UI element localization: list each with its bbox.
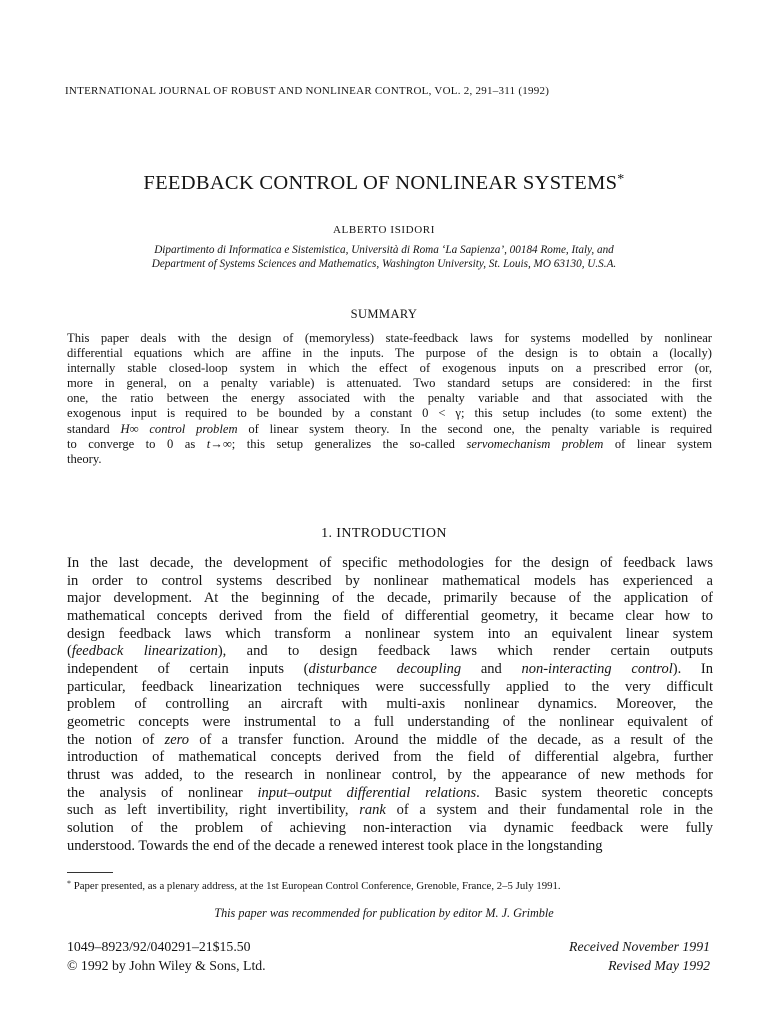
revised-date: Revised May 1992 (608, 958, 710, 973)
summary-line (67, 437, 712, 452)
text-run: internally stable closed-loop system in which the effect of exogenous inputs on a prescribed error (or, (67, 361, 712, 376)
summary-heading: SUMMARY (350, 307, 418, 321)
italic-term: servomechanism problem (466, 436, 604, 451)
title-footnote-mark: * (617, 172, 625, 187)
text-run: geometric concepts were instrumental to a full understanding of the nonlinear equivalent of (67, 713, 713, 730)
text-run: in order to control systems described by nonlinear mathematical models has experienced a (67, 572, 713, 589)
introduction-paragraph (67, 555, 713, 855)
copyright-notice: © 1992 by John Wiley & Sons, Ltd. (67, 958, 266, 973)
journal-header: INTERNATIONAL JOURNAL OF ROBUST AND NONLINEAR CONTROL, VOL. 2, 291–311 (1992) (65, 85, 550, 97)
text-run: independent of certain inputs ( (67, 660, 309, 677)
text-run: solution of the problem of achieving non-interaction via dynamic feedback were fully (67, 819, 713, 836)
text-run: ). In (672, 660, 713, 677)
affiliation-line-2: Department of Systems Sciences and Mathematics, Washington University, St. Louis, MO 63130, U.S.A. (151, 258, 617, 270)
introduction-line (67, 661, 713, 679)
text-run: ( (67, 643, 72, 660)
summary-line (67, 361, 712, 376)
footnote-divider (67, 872, 113, 873)
text-run: understood. Towards the end of the decade a renewed interest took place in the longstanding (67, 837, 603, 854)
footnote (67, 879, 717, 892)
text-run: of a system and their fundamental role in the (385, 802, 713, 819)
summary-line (67, 422, 712, 437)
summary-line (67, 391, 712, 406)
text-run: exogenous input is required to be bounded by a constant 0 < γ; this setup includes (to some extent) the (67, 406, 712, 421)
text-run: →∞; this setup generalizes the so-called (210, 436, 467, 451)
footnote-mark: * (67, 879, 71, 888)
italic-term: disturbance decoupling (308, 660, 462, 677)
introduction-line (67, 626, 713, 644)
introduction-line (67, 643, 713, 661)
summary-paragraph (67, 331, 712, 467)
introduction-line (67, 802, 713, 820)
introduction-line (67, 732, 713, 750)
text-run: major development. At the beginning of the decade, primarily because of the application of (67, 590, 713, 607)
text-run: . Basic system theoretic concepts (476, 784, 713, 801)
editor-recommendation: This paper was recommended for publication by editor M. J. Grimble (214, 906, 554, 920)
text-run: the notion of (67, 731, 165, 748)
text-run: ), and to design feedback laws which render certain outputs (217, 643, 713, 660)
text-run: of a transfer function. Around the middle of the decade, as a result of the (189, 731, 713, 748)
summary-line (67, 406, 712, 421)
text-run: particular, feedback linearization techniques were successfully applied to the very difficult (67, 678, 713, 695)
received-date: Received November 1991 (569, 939, 710, 954)
text-run: such as left invertibility, right invertibility, (67, 802, 360, 819)
introduction-line (67, 573, 713, 591)
italic-term: t (206, 436, 211, 451)
text-run: differential equations which are affine in the inputs. The purpose of the design is to obtain a (locally) (67, 346, 712, 361)
text-run: theory. (67, 451, 102, 466)
italic-term: zero (164, 731, 190, 748)
italic-term: input–output differential relations (257, 784, 477, 801)
section-heading-introduction: 1. INTRODUCTION (321, 526, 447, 541)
italic-term: rank (359, 802, 386, 819)
summary-line (67, 452, 712, 467)
text-run: In the last decade, the development of specific methodologies for the design of feedback laws (67, 555, 713, 571)
text-run: and (461, 660, 522, 677)
text-run: problem of controlling an aircraft with multi-axis nonlinear dynamics. Moreover, the (67, 696, 713, 713)
author-name: ALBERTO ISIDORI (333, 224, 435, 236)
paper-title (0, 172, 768, 195)
introduction-line (67, 679, 713, 697)
introduction-line (67, 555, 713, 573)
introduction-line (67, 749, 713, 767)
text-run: design feedback laws which transform a nonlinear system into an equivalent linear system (67, 625, 713, 642)
introduction-line (67, 820, 713, 838)
introduction-line (67, 696, 713, 714)
article-code: 1049–8923/92/040291–21$15.50 (67, 939, 251, 954)
text-run: thrust was added, to the research in nonlinear control, by the appearance of new methods for (67, 766, 713, 783)
text-run: introduction of mathematical concepts derived from the field of differential algebra, further (67, 749, 713, 766)
text-run: the analysis of nonlinear (67, 784, 258, 801)
text-run: of linear system (603, 436, 712, 451)
italic-term: H∞ control problem (120, 421, 238, 436)
introduction-line (67, 608, 713, 626)
summary-line (67, 331, 712, 346)
text-run: of linear system theory. In the second one, the penalty variable is required (237, 421, 713, 436)
italic-term: feedback linearization (71, 643, 218, 660)
text-run: mathematical concepts derived from the field of differential geometry, it became clear how to (67, 607, 713, 624)
text-run: standard (67, 421, 121, 436)
text-run: more in general, on a penalty variable) is attenuated. Two standard setups are considered: in the first (67, 376, 712, 391)
paper-title-text: FEEDBACK CONTROL OF NONLINEAR SYSTEMS (143, 172, 618, 194)
text-run: This paper deals with the design of (memoryless) state-feedback laws for systems modelled by nonlinear (67, 331, 712, 345)
introduction-line (67, 767, 713, 785)
text-run: one, the ratio between the energy associated with the penalty variable and that associated with the (67, 391, 712, 406)
introduction-line (67, 590, 713, 608)
affiliation-line-1: Dipartimento di Informatica e Sistemistica, Università di Roma ‘La Sapienza’, 00184 Rome, Italy, and (154, 244, 614, 256)
introduction-line (67, 838, 713, 856)
text-run: to converge to 0 as (67, 436, 207, 451)
footnote-text: Paper presented, as a plenary address, at the 1st European Control Conference, Grenoble, France, 2–5 July 1991. (73, 880, 561, 892)
summary-line (67, 346, 712, 361)
introduction-line (67, 785, 713, 803)
italic-term: non-interacting control (521, 660, 673, 677)
introduction-line (67, 714, 713, 732)
summary-line (67, 376, 712, 391)
